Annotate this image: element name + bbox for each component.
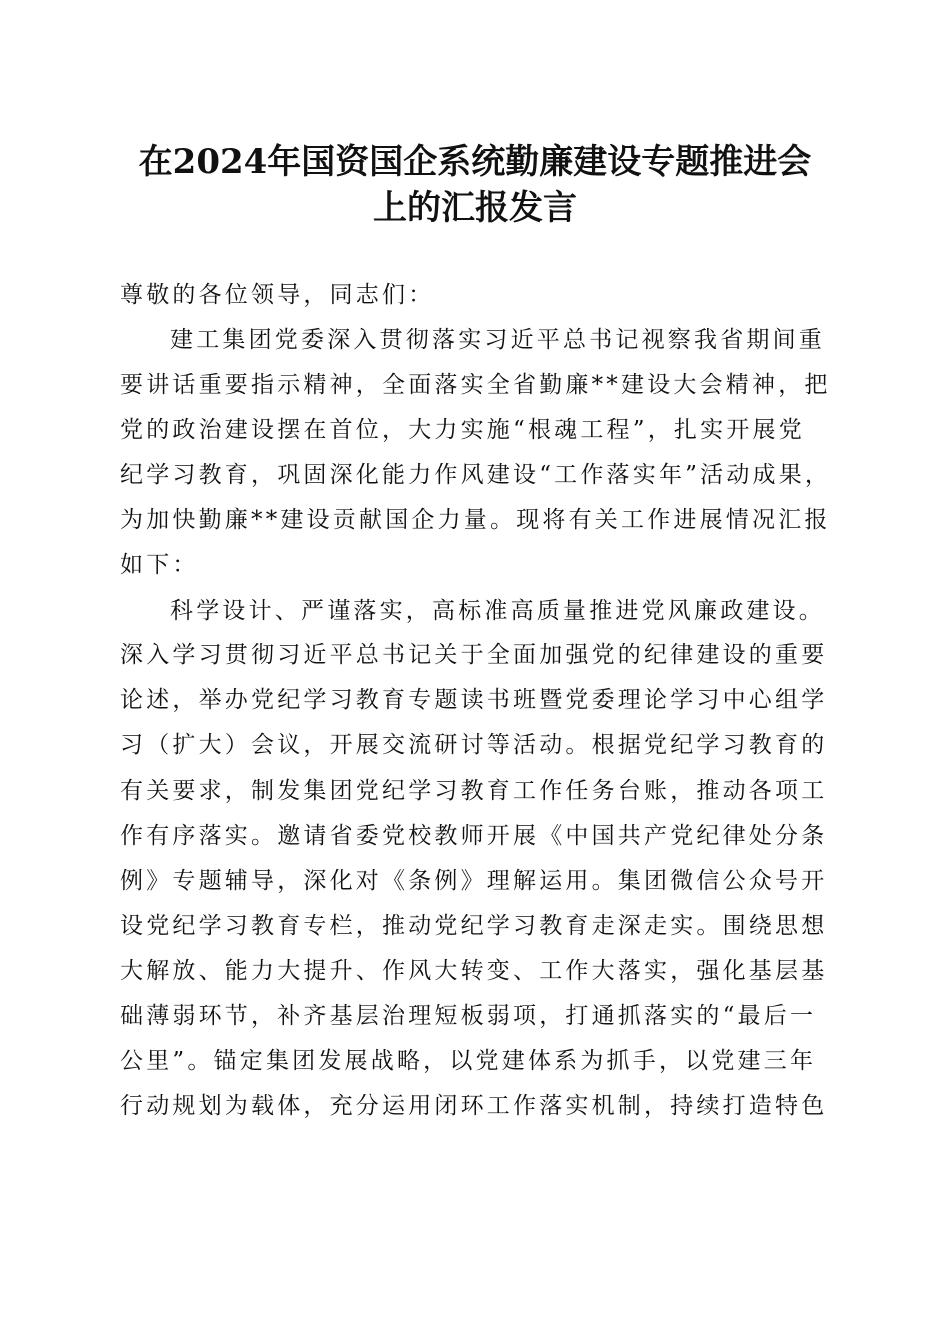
document-title-line-2: 上的汇报发言	[373, 188, 577, 228]
salutation: 尊敬的各位领导，同志们：	[120, 282, 435, 308]
paragraph-line: 科学设计、严谨落实，高标准高质量推进党风廉政建设。	[170, 598, 825, 624]
paragraph-line: 作有序落实。邀请省委党校教师开展《中国共产党纪律处分条	[120, 823, 828, 849]
paragraph-line: 深入学习贯彻习近平总书记关于全面加强党的纪律建设的重要	[120, 642, 828, 668]
paragraph-line: 例》专题辅导，深化对《条例》理解运用。集团微信公众号开	[120, 868, 828, 894]
paragraph-line: 为加快勤廉**建设贡献国企力量。现将有关工作进展情况汇报	[120, 507, 831, 533]
paragraph-line: 论述，举办党纪学习教育专题读书班暨党委理论学习中心组学	[120, 687, 828, 713]
paragraph-line: 建工集团党委深入贯彻落实习近平总书记视察我省期间重	[170, 327, 825, 353]
paragraph-line: 大解放、能力大提升、作风大转变、工作大落实，强化基层基	[120, 958, 828, 984]
paragraph-line: 纪学习教育，巩固深化能力作风建设“工作落实年”活动成果，	[120, 462, 832, 488]
paragraph-line: 党的政治建设摆在首位，大力实施“根魂工程”，扎实开展党	[120, 417, 805, 443]
paragraph-line: 设党纪学习教育专栏，推动党纪学习教育走深走实。围绕思想	[120, 913, 828, 939]
paragraph-line: 行动规划为载体，充分运用闭环工作落实机制，持续打造特色	[120, 1093, 828, 1119]
paragraph-line: 公里”。锚定集团发展战略，以党建体系为抓手，以党建三年	[120, 1048, 817, 1074]
paragraph-line: 要讲话重要指示精神，全面落实全省勤廉**建设大会精神，把	[120, 372, 831, 398]
paragraph-line: 有关要求，制发集团党纪学习教育工作任务台账，推动各项工	[120, 778, 828, 804]
document-title-line-1: 在2024年国资国企系统勤廉建设专题推进会	[138, 142, 812, 182]
paragraph-line: 如下：	[120, 552, 199, 578]
paragraph-line: 习（扩大）会议，开展交流研讨等活动。根据党纪学习教育的	[120, 732, 828, 758]
paragraph-line: 础薄弱环节，补齐基层治理短板弱项，打通抓落实的“最后一	[120, 1003, 817, 1029]
